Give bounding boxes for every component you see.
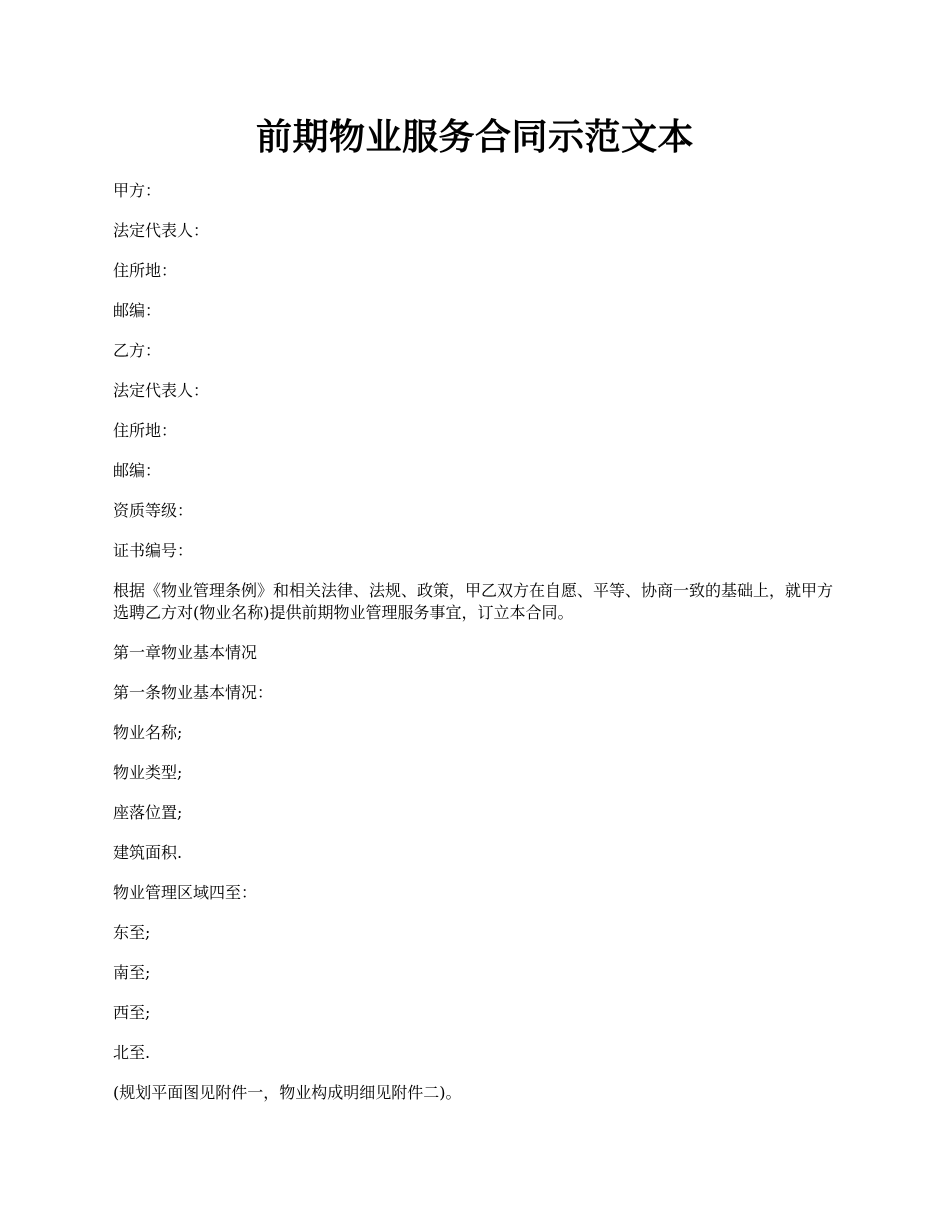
preamble-paragraph: 根据《物业管理条例》和相关法律、法规、政策，甲乙双方在自愿、平等、协商一致的基础上，就甲方选聘乙方对(物业名称)提供前期物业管理服务事宜，订立本合同。 [113,581,834,622]
party-b-address-line: 住所地： [113,421,178,440]
chapter-heading: 第一章物业基本情况 [113,643,258,662]
certificate-number-line: 证书编号： [113,541,194,560]
qualification-level-line: 资质等级： [113,501,194,520]
boundary-east-line: 东至; [113,923,151,942]
article-heading: 第一条物业基本情况： [113,683,274,702]
document-title: 前期物业服务合同示范文本 [255,116,694,158]
party-a-legal-rep-line: 法定代表人： [113,221,210,240]
party-a-postcode-line: 邮编： [113,301,162,320]
boundary-south-line: 南至; [113,963,151,982]
boundary-west-line: 西至; [113,1003,151,1022]
document-body [113,180,843,1122]
boundary-heading: 物业管理区域四至： [113,883,258,902]
property-type-line: 物业类型; [113,763,183,782]
building-area-line: 建筑面积. [113,843,183,862]
appendix-note-line: (规划平面图见附件一，物业构成明细见附件二)。 [113,1083,462,1102]
party-b-legal-rep-line: 法定代表人： [113,381,210,400]
party-a-line: 甲方： [113,181,162,200]
property-name-line: 物业名称; [113,723,183,742]
party-b-postcode-line: 邮编： [113,461,162,480]
boundary-north-line: 北至. [113,1043,151,1062]
party-b-line: 乙方： [113,341,162,360]
party-a-address-line: 住所地： [113,261,178,280]
property-location-line: 座落位置; [113,803,183,822]
